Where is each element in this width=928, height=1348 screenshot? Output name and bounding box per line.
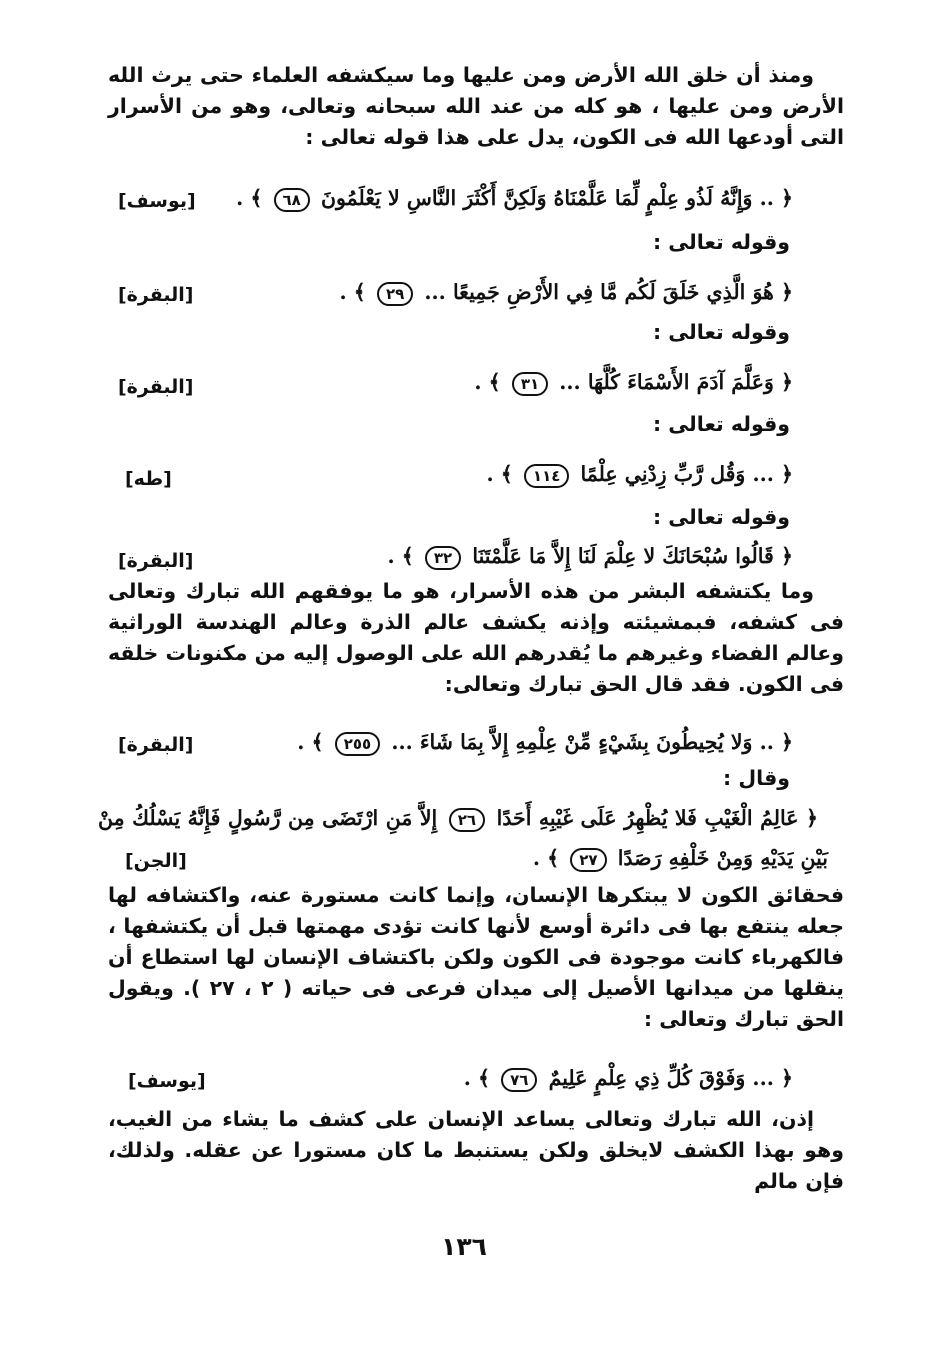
surah-reference: [الجن]: [125, 850, 187, 872]
facts-text: فحقائق الكون لا يبتكرها الإنسان، وإنما كانت مستورة عنه، واكتشافه لها جعله ينتفع بها فى دائرة أوسع لأنها كانت تؤدى مهمتها قبل أن يكتشفها ، فالكهرباء كانت موجودة فى الكون ولكن باكتشاف الإنسان لها استطاع أن ينقلها من ميدانها الأصيل إلى ميدان فرعى فى حياته ( ٢ ، ٢٧ ). ويقول الحق تبارك وتعالى :: [108, 883, 845, 1031]
verse-text: ﴿ ... وَقُل رَّبِّ زِدْنِي عِلْمًا: [580, 462, 793, 486]
verse-close: ﴾ .: [486, 462, 513, 486]
surah-reference: [البقرة]: [118, 550, 194, 572]
verse-text: ﴿ .. وَإِنَّهُ لَذُو عِلْمٍ لِّمَا عَلَّمْنَاهُ وَلَكِنَّ أَكْثَرَ النَّاسِ لا يَعْلَمُونَ: [320, 186, 793, 210]
lead-in: وقوله تعالى :: [652, 505, 790, 529]
verse-text-continued: إِلاَّ مَنِ ارْتَضَى مِن رَّسُولٍ فَإِنَّهُ يَسْلُكُ مِنْ: [98, 806, 438, 830]
facts-paragraph: [108, 880, 844, 1035]
surah-reference: [البقرة]: [118, 284, 194, 306]
verse-close: ﴾ .: [236, 186, 263, 210]
verse-text: بَيْنِ يَدَيْهِ وَمِنْ خَلْفِهِ رَصَدًا: [617, 846, 828, 870]
verse-close: ﴾ .: [387, 544, 414, 568]
verse-close: ﴾ .: [297, 730, 324, 754]
verse-close: ﴾ .: [474, 370, 501, 394]
verse-text: ﴿ هُوَ الَّذِي خَلَقَ لَكُم مَّا فِي الأَرْضِ جَمِيعًا ...: [424, 280, 793, 304]
intro-paragraph: [108, 60, 844, 153]
closing-paragraph: [108, 1104, 844, 1197]
ayah-number-badge: ١١٤: [524, 464, 569, 488]
verse-baqarah-32: [387, 544, 793, 570]
verse-jinn-27-line: [533, 846, 828, 872]
surah-reference: [يوسف]: [118, 190, 196, 212]
surah-reference: [البقرة]: [118, 376, 194, 398]
verse-text: ﴿ ... وَفَوْقَ كُلِّ ذِي عِلْمٍ عَلِيمٌ: [548, 1066, 793, 1090]
verse-yusuf-76: [464, 1066, 793, 1092]
verse-text: ﴿ وَعَلَّمَ آدَمَ الأَسْمَاءَ كُلَّهَا ...: [559, 370, 793, 394]
closing-text: إذن، الله تبارك وتعالى يساعد الإنسان على كشف ما يشاء من الغيب، وهو بهذا الكشف لايخلق ولكن يستنبط ما كان مستورا عن عقله. ولذلك، فإن مالم: [108, 1107, 844, 1193]
ayah-number-badge: ٣١: [512, 372, 548, 396]
verse-close: ﴾ .: [463, 1066, 490, 1090]
surah-reference: [طه]: [125, 468, 172, 490]
verse-yusuf-68: [236, 186, 793, 212]
lead-in: وقوله تعالى :: [652, 412, 790, 436]
ayah-number-badge: ٢٩: [377, 282, 413, 306]
verse-baqarah-255: [297, 730, 793, 756]
verse-taha-114: [486, 462, 793, 488]
middle-paragraph: [108, 576, 844, 700]
intro-text: ومنذ أن خلق الله الأرض ومن عليها وما سيكشفه العلماء حتى يرث الله الأرض ومن عليها ، هو كله من عند الله سبحانه وتعالى، وهو من الأسرار التى أودعها الله فى الكون، يدل على هذا قوله تعالى :: [108, 63, 844, 149]
ayah-number-badge: ٧٦: [501, 1068, 537, 1092]
verse-text: ﴿ عَالِمُ الْغَيْبِ فَلا يُظْهِرُ عَلَى غَيْبِهِ أَحَدًا: [496, 806, 818, 830]
lead-in: وقوله تعالى :: [652, 230, 790, 254]
surah-reference: [البقرة]: [118, 734, 194, 756]
page-number: ١٣٦: [441, 1232, 487, 1261]
verse-baqarah-29: [340, 280, 794, 306]
lead-in: وقوله تعالى :: [652, 320, 790, 344]
ayah-number-badge: ٣٢: [425, 546, 461, 570]
surah-reference: [يوسف]: [128, 1070, 206, 1092]
ayah-number-badge: ٦٨: [274, 188, 310, 212]
verse-text: ﴿ .. وَلا يُحِيطُونَ بِشَيْءٍ مِّنْ عِلْمِهِ إِلاَّ بِمَا شَاءَ ...: [391, 730, 793, 754]
lead-in: وقال :: [723, 766, 790, 790]
middle-text: وما يكتشفه البشر من هذه الأسرار، هو ما يوفقهم الله تبارك وتعالى فى كشفه، فبمشيئته وإذنه يكشف عالم الذرة وعالم الهندسة الوراثية وعالم الفضاء وغيرهم ما يُقدرهم الله على الوصول إليه من مكنونات خلقه فى الكون. فقد قال الحق تبارك وتعالى:: [108, 579, 844, 696]
ayah-number-badge: ٢٥٥: [335, 732, 380, 756]
verse-baqarah-31: [474, 370, 793, 396]
verse-text: ﴿ قَالُوا سُبْحَانَكَ لا عِلْمَ لَنَا إِلاَّ مَا عَلَّمْتَنَا: [472, 544, 793, 568]
ayah-number-badge: ٢٧: [570, 848, 606, 872]
ayah-number-badge: ٢٦: [449, 808, 485, 832]
verse-close: ﴾ .: [532, 846, 560, 870]
verse-close: ﴾ .: [339, 280, 366, 304]
verse-jinn-26-line: [98, 806, 818, 832]
